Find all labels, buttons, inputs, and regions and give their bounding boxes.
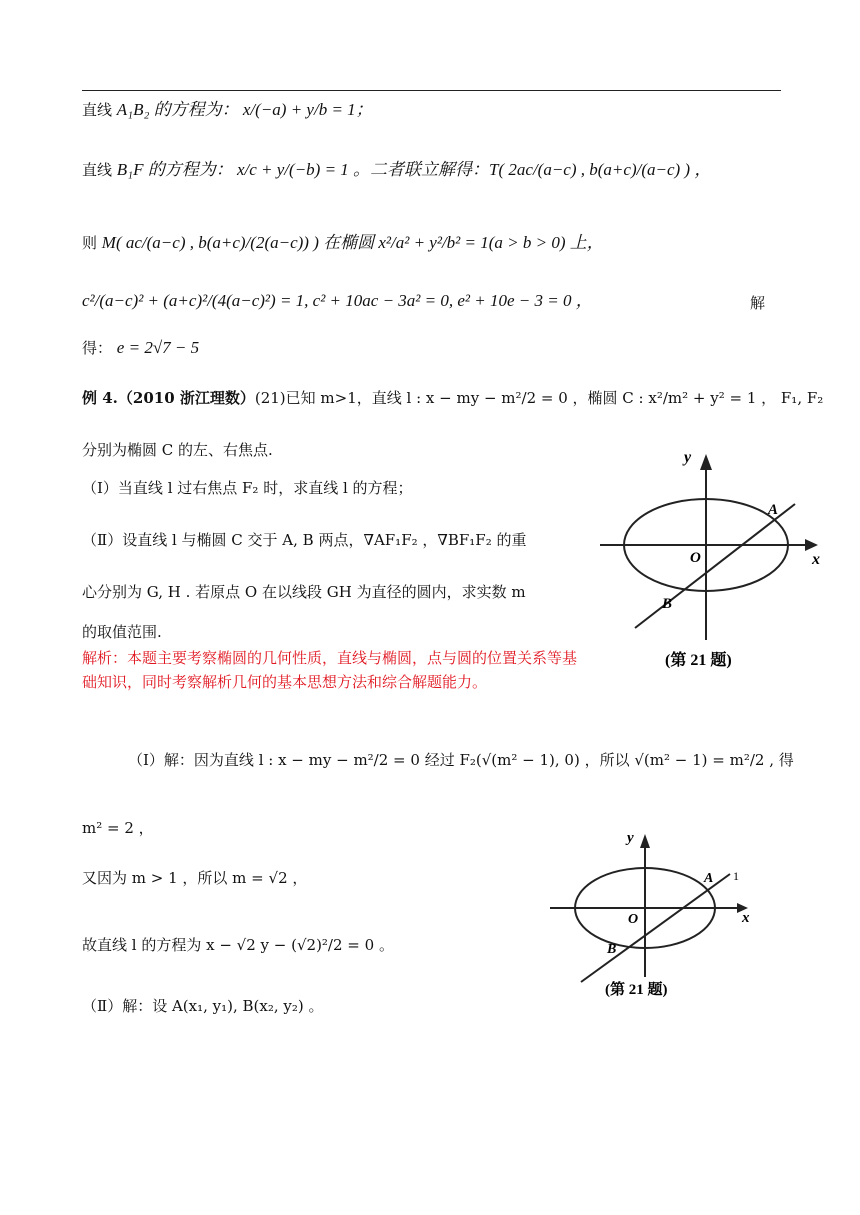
header-rule (82, 90, 781, 91)
y-label: y (684, 449, 692, 466)
solution-1: （Ⅰ）解：因为直线 l : x − my − m²/2 = 0 经过 F₂(√(m² − 1), 0) ，所以 √(m² − 1) = m²/2 , 得 (128, 751, 794, 769)
line-5: 得： e = 2√7 − 5 (82, 338, 200, 357)
formula-e-result: e = 2√7 − 5 (116, 338, 200, 357)
example-stem: 例 4.（2010 浙江理数）(21)已知 m>1，直线 l : x − my − m²/2 = 0 ，椭圆 C : x²/m² + y² = 1 ， F₁, F₂ (82, 389, 824, 407)
one-label: 1 (733, 869, 739, 883)
point-b-label: B (607, 942, 617, 957)
line-1: 直线 A₁B₂ 的方程为： x/(−a) + y/b = 1； (82, 100, 373, 119)
formula-b1f: B₁F 的方程为： x/c + y/(−b) = 1 。二者联立解得：T( 2ac/(a−c) , b(a+c)/(a−c) ) ， (116, 160, 712, 179)
line-3: 则 M( ac/(a−c) , b(a+c)/(2(a−c)) ) 在椭圆 x²/a² + y²/b² = 1(a > b > 0) 上， (82, 233, 604, 252)
analysis-text: 解析：本题主要考察椭圆的几何性质，直线与椭圆，点与圆的位置关系等基础知识，同时考察解析几何的基本思想方法和综合解题能力。 (82, 649, 578, 691)
formula-m-ellipse: M( ac/(a−c) , b(a+c)/(2(a−c)) ) 在椭圆 x²/a² + y²/b² = 1(a > b > 0) 上， (101, 233, 604, 252)
x-label: x (812, 551, 820, 568)
figure-caption: (第 21 题) (605, 982, 668, 998)
figure-ellipse-1 (590, 440, 825, 680)
line-l (635, 504, 795, 628)
y-label: y (627, 830, 634, 846)
solution-4: 故直线 l 的方程为 x − √2 y − (√2)²/2 = 0 。 (82, 936, 394, 954)
question-1: （Ⅰ）当直线 l 过右焦点 F₂ 时，求直线 l 的方程； (82, 479, 413, 497)
solution-3: 又因为 m > 1 ，所以 m = √2 ， (82, 869, 308, 887)
figure-caption: (第 21 题) (665, 652, 732, 669)
example-stem-2: 分别为椭圆 C 的左、右焦点. (82, 441, 273, 459)
line-4 (82, 291, 593, 311)
question-2a: （Ⅱ）设直线 l 与椭圆 C 交于 A, B 两点，∇AF₁F₂ ，∇BF₁F₂ 的重 (82, 531, 527, 549)
solution-2: m² = 2 ， (82, 819, 154, 837)
line-2: 直线 B₁F 的方程为： x/c + y/(−b) = 1 。二者联立解得：T( 2ac/(a−c) , b(a+c)/(a−c) ) ， (82, 160, 712, 179)
line-l (581, 874, 730, 982)
origin-label: O (690, 550, 701, 566)
y-axis-arrow-icon (700, 454, 712, 470)
origin-label: O (628, 912, 639, 927)
line-4-tail: 解 (750, 294, 766, 312)
x-label: x (742, 910, 750, 926)
x-axis-arrow-icon (805, 539, 818, 551)
solution-5: （Ⅱ）解：设 A(x₁, y₁), B(x₂, y₂) 。 (82, 997, 324, 1015)
point-a-label: A (768, 502, 779, 518)
figure-ellipse-2 (545, 822, 760, 1007)
formula-a1b2: A₁B₂ 的方程为： x/(−a) + y/b = 1； (116, 100, 373, 119)
point-a-label: A (704, 871, 714, 886)
question-2c: 的取值范围. (82, 623, 162, 641)
point-b-label: B (662, 596, 673, 612)
question-2b: 心分别为 G, H . 若原点 O 在以线段 GH 为直径的圆内，求实数 m (82, 583, 526, 601)
formula-eccentricity-eq: c²/(a−c)² + (a+c)²/(4(a−c)²) = 1, c² + 10ac − 3a² = 0, e² + 10e − 3 = 0 ， (82, 291, 593, 310)
y-axis-arrow-icon (640, 834, 650, 848)
example-title: 例 4.（2010 浙江理数） (82, 389, 255, 407)
